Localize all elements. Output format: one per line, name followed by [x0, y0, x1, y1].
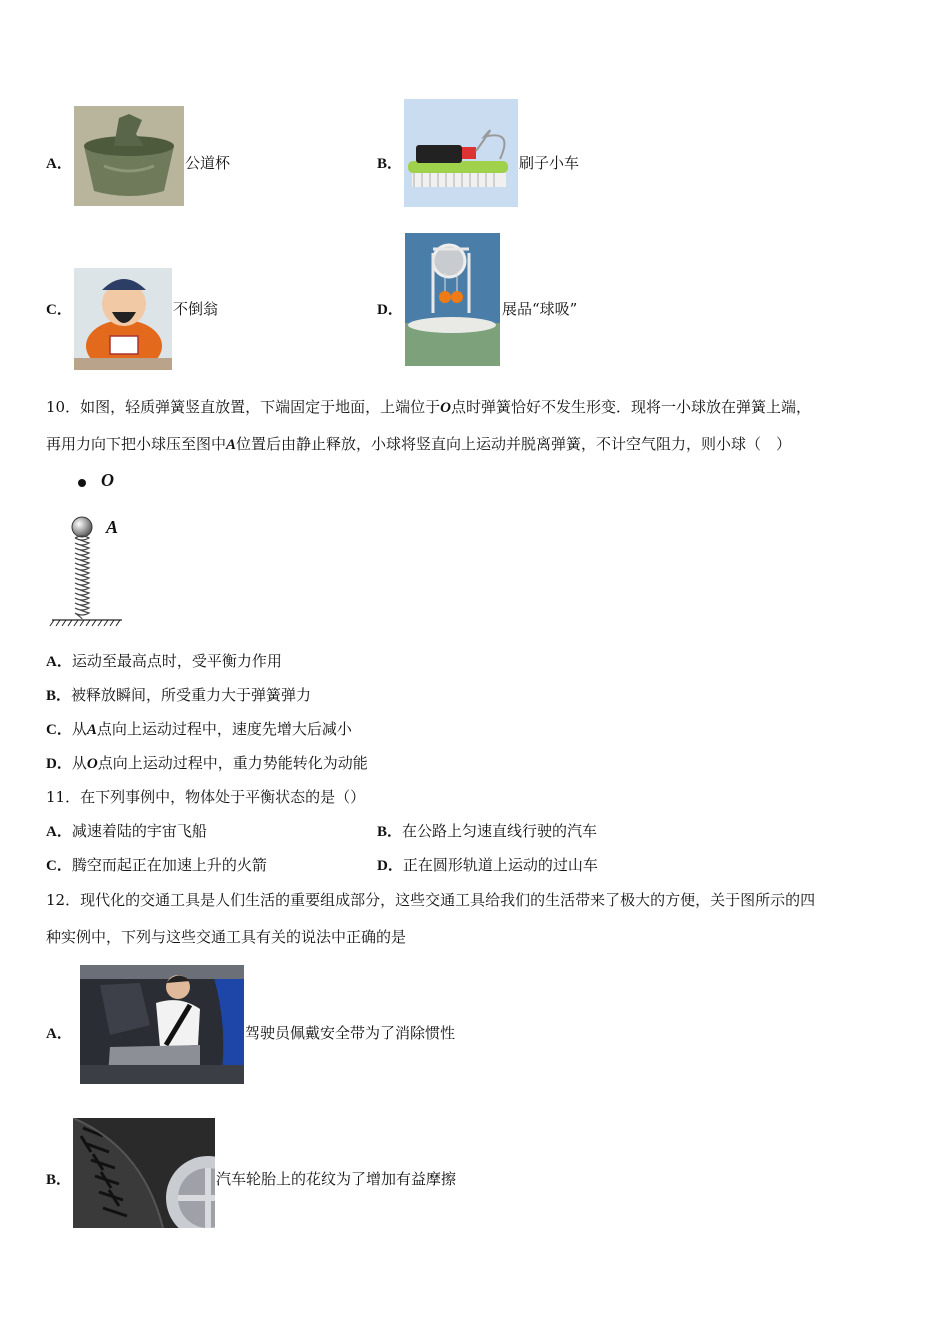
q12-option-b-caption: 汽车轮胎上的花纹为了增加有益摩擦	[216, 1170, 457, 1188]
q10-stem-line1: 10．如图，轻质弹簧竖直放置，下端固定于地面，上端位于O点时弹簧恰好不发生形变．现将一小球放在弹簧上端，	[46, 398, 811, 416]
var-a: A	[226, 437, 237, 453]
q11-option-d[interactable]: D．正在圆形轨道上运动的过山车	[377, 856, 598, 874]
q9-option-d-caption: 展品“球吸”	[502, 300, 578, 318]
q11-option-a[interactable]: A．减速着陆的宇宙飞船	[46, 822, 207, 840]
tumbler-doll-photo	[74, 268, 172, 370]
q9-option-c-caption: 不倒翁	[173, 300, 219, 318]
point-o-dot	[78, 479, 86, 487]
var-o: O	[440, 400, 451, 416]
q10-option-a[interactable]: A．运动至最高点时，受平衡力作用	[46, 652, 282, 670]
figure-label-a: A	[106, 517, 119, 537]
gongdao-cup-photo	[74, 106, 184, 206]
q9-option-a-letter: A．	[46, 156, 72, 172]
q9-option-d-letter: D．	[377, 302, 403, 318]
spring-ball-figure	[46, 468, 146, 630]
q9-option-b-caption: 刷子小车	[519, 154, 580, 172]
ball	[72, 517, 92, 537]
q10-option-b[interactable]: B．被释放瞬间，所受重力大于弹簧弹力	[46, 686, 312, 704]
q11-stem: 11．在下列事例中，物体处于平衡状态的是（）	[46, 788, 366, 806]
q12-option-b-letter: B．	[46, 1172, 72, 1188]
q9-option-c-letter: C．	[46, 302, 72, 318]
q12-option-a-caption: 驾驶员佩戴安全带为了消除惯性	[245, 1024, 456, 1042]
q10-option-c[interactable]: C．从A点向上运动过程中，速度先增大后减小	[46, 720, 352, 738]
q9-option-a-caption: 公道杯	[185, 154, 231, 172]
q11-option-b[interactable]: B．在公路上匀速直线行驶的汽车	[377, 822, 598, 840]
brush-car-photo	[404, 99, 518, 207]
tire-tread-photo	[73, 1118, 215, 1228]
spring	[75, 536, 89, 619]
q12-stem-line1: 12．现代化的交通工具是人们生活的重要组成部分，这些交通工具给我们的生活带来了极大的方便，关于图所示的四	[46, 891, 816, 909]
seatbelt-driver-photo	[80, 965, 244, 1084]
q10-stem-line2: 再用力向下把小球压至图中A位置后由静止释放，小球将竖直向上运动并脱离弹簧，不计空气阻力，则小球（ ）	[46, 435, 792, 453]
q10-option-d[interactable]: D．从O点向上运动过程中，重力势能转化为动能	[46, 754, 368, 772]
q12-stem-line2: 种实例中，下列与这些交通工具有关的说法中正确的是	[46, 928, 407, 946]
q9-option-b-letter: B．	[377, 156, 403, 172]
ground-hatch	[50, 620, 120, 626]
figure-label-o: O	[101, 470, 114, 490]
q11-option-c[interactable]: C．腾空而起正在加速上升的火箭	[46, 856, 267, 874]
ball-attraction-exhibit-photo	[405, 233, 500, 366]
q12-option-a-letter: A．	[46, 1026, 72, 1042]
